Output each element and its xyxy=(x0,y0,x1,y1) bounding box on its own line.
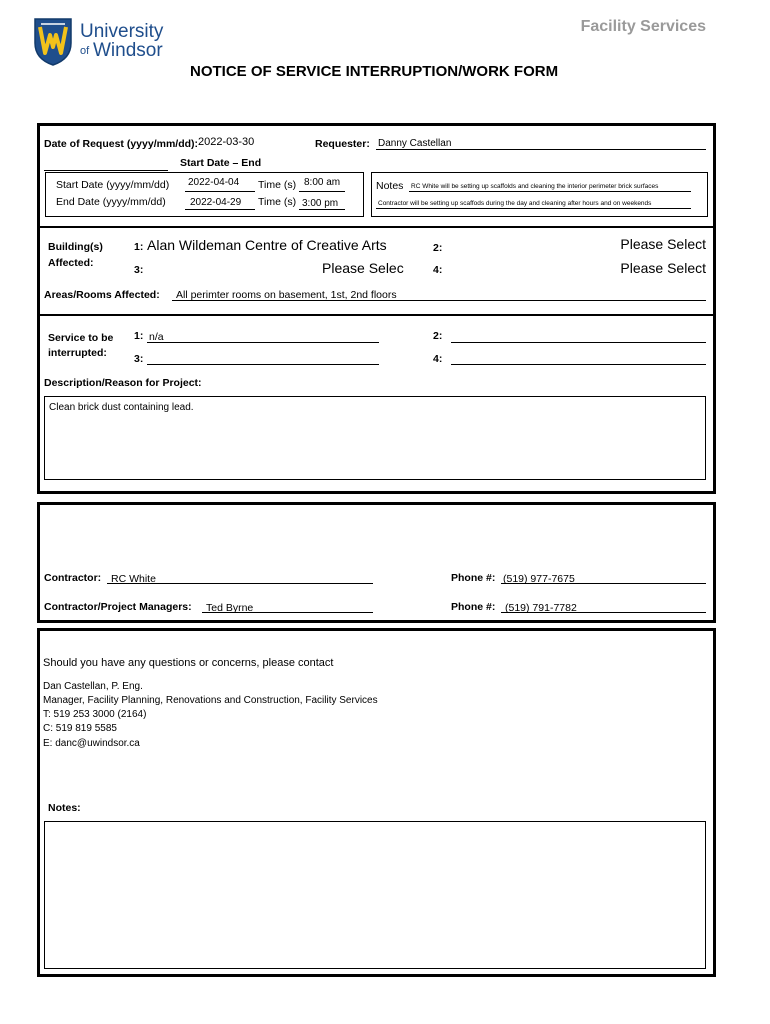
notes-box[interactable] xyxy=(44,821,706,969)
date-of-request-value[interactable]: 2022-03-30 xyxy=(198,136,255,148)
request-notes-line1[interactable]: RC White will be setting up scaffolds and cleaning the interior perimeter brick surfaces xyxy=(411,183,659,190)
service-3-number: 3: xyxy=(134,353,144,365)
contractor-value[interactable]: RC White xyxy=(111,573,156,585)
building-4-number: 4: xyxy=(433,264,443,276)
notes-label: Notes: xyxy=(48,802,81,814)
service-1-number: 1: xyxy=(134,330,144,342)
building-1-select[interactable]: Alan Wildeman Centre of Creative Arts xyxy=(147,237,387,253)
service-3-field[interactable] xyxy=(147,364,379,365)
start-end-heading: Start Date – End xyxy=(180,157,262,169)
service-label-1: Service to be xyxy=(48,332,114,344)
contact-email[interactable]: E: danc@uwindsor.ca xyxy=(43,738,140,749)
logo-of-text: of xyxy=(80,45,90,57)
contact-phone: T: 519 253 3000 (2164) xyxy=(43,709,147,720)
areas-value[interactable]: All perimter rooms on basement, 1st, 2nd floors xyxy=(176,289,397,301)
start-time-value[interactable]: 8:00 am xyxy=(304,177,341,188)
request-notes-label: Notes xyxy=(376,180,404,192)
service-2-number: 2: xyxy=(433,330,443,342)
project-manager-phone-label: Phone #: xyxy=(451,601,496,613)
request-notes-box xyxy=(371,172,708,217)
start-date-value[interactable]: 2022-04-04 xyxy=(188,177,240,188)
description-value: Clean brick dust containing lead. xyxy=(49,402,194,413)
logo-university-text: University xyxy=(80,21,164,42)
service-2-field[interactable] xyxy=(451,342,706,343)
requester-value[interactable]: Danny Castellan xyxy=(378,138,452,149)
project-manager-phone-value[interactable]: (519) 791-7782 xyxy=(505,602,577,614)
service-4-field[interactable] xyxy=(451,364,706,365)
buildings-label-2: Affected: xyxy=(48,257,94,269)
contractor-label: Contractor: xyxy=(44,572,102,584)
requester-label: Requester: xyxy=(315,138,370,150)
service-4-number: 4: xyxy=(433,353,443,365)
contractor-phone-label: Phone #: xyxy=(451,572,496,584)
building-3-select[interactable]: Please Selec xyxy=(322,260,404,276)
contact-role: Manager, Facility Planning, Renovations and Construction, Facility Services xyxy=(43,695,378,706)
request-notes-line2[interactable]: Contractor will be setting up scaffods during the day and cleaning after hours and on weekends xyxy=(378,200,652,207)
end-time-value[interactable]: 3:00 pm xyxy=(302,198,339,209)
building-2-number: 2: xyxy=(433,242,443,254)
project-manager-value[interactable]: Ted Byrne xyxy=(206,602,254,614)
building-2-select[interactable]: Please Select xyxy=(620,236,706,252)
service-1-value[interactable]: n/a xyxy=(149,331,164,343)
end-date-value[interactable]: 2022-04-29 xyxy=(190,197,242,208)
contractor-phone-value[interactable]: (519) 977-7675 xyxy=(503,573,575,585)
areas-label: Areas/Rooms Affected: xyxy=(44,289,160,301)
project-manager-label: Contractor/Project Managers: xyxy=(44,601,192,613)
start-time-label: Time (s) xyxy=(258,179,297,191)
logo-windsor-text: Windsor xyxy=(93,40,163,61)
service-label-2: interrupted: xyxy=(48,347,107,359)
start-date-label: Start Date (yyyy/mm/dd) xyxy=(56,179,170,191)
department-name: Facility Services xyxy=(580,18,706,35)
crest-icon xyxy=(33,17,73,67)
date-of-request-label: Date of Request (yyyy/mm/dd): xyxy=(44,138,199,150)
contact-intro: Should you have any questions or concerns, please contact xyxy=(43,657,334,669)
building-1-number: 1: xyxy=(134,241,144,253)
description-label: Description/Reason for Project: xyxy=(44,377,202,389)
buildings-label-1: Building(s) xyxy=(48,241,103,253)
contact-cell: C: 519 819 5585 xyxy=(43,723,117,734)
building-4-select[interactable]: Please Select xyxy=(620,260,706,276)
end-time-label: Time (s) xyxy=(258,196,297,208)
contact-name: Dan Castellan, P. Eng. xyxy=(43,681,143,692)
end-date-label: End Date (yyyy/mm/dd) xyxy=(56,196,166,208)
building-3-number: 3: xyxy=(134,264,144,276)
form-title: NOTICE OF SERVICE INTERRUPTION/WORK FORM xyxy=(190,63,559,80)
